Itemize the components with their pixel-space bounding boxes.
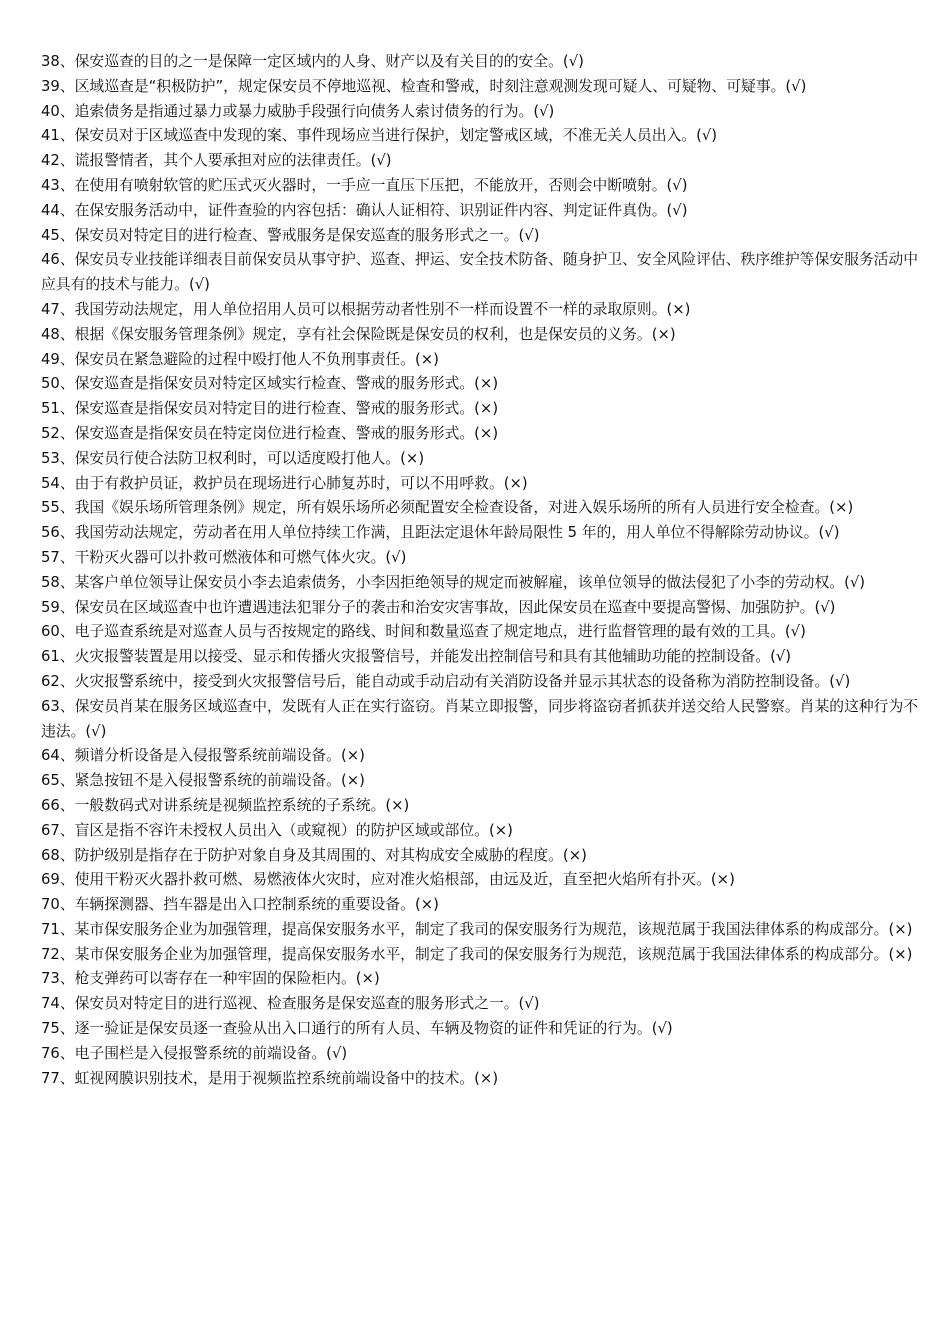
question-67: 67、盲区是指不容许未授权人员出入（或窥视）的防护区域或部位。(×) bbox=[41, 821, 513, 839]
question-50: 50、保安巡查是指保安员对特定区域实行检查、警戒的服务形式。(×) bbox=[41, 375, 499, 393]
question-66: 66、一般数码式对讲系统是视频监控系统的子系统。(×) bbox=[41, 796, 410, 814]
question-60: 60、电子巡查系统是对巡查人员与否按规定的路线、时间和数量巡查了规定地点，进行监督管理的最有效的工具。(√) bbox=[41, 623, 806, 641]
question-41: 41、保安员对于区域巡查中发现的案、事件现场应当进行保护，划定警戒区域，不准无关人员出入。(√) bbox=[41, 127, 718, 145]
question-58: 58、某客户单位领导让保安员小李去追索债务，小李因拒绝领导的规定而被解雇，该单位领导的做法侵犯了小李的劳动权。(√) bbox=[41, 573, 866, 591]
question-62: 62、火灾报警系统中，接受到火灾报警信号后，能自动或手动启动有关消防设备并显示其状态的设备称为消防控制设备。(√) bbox=[41, 672, 851, 690]
question-61: 61、火灾报警装置是用以接受、显示和传播火灾报警信号，并能发出控制信号和具有其他辅助功能的控制设备。(√) bbox=[41, 648, 792, 666]
question-57: 57、干粉灭火器可以扑救可燃液体和可燃气体火灾。(√) bbox=[41, 548, 407, 566]
question-38: 38、保安巡查的目的之一是保障一定区域内的人身、财产以及有关目的的安全。(√) bbox=[41, 53, 584, 70]
question-74: 74、保安员对特定目的进行巡视、检查服务是保安巡查的服务形式之一。(√) bbox=[41, 995, 540, 1013]
question-75: 75、逐一验证是保安员逐一查验从出入口通行的所有人员、车辆及物资的证件和凭证的行为。(√) bbox=[41, 1020, 673, 1038]
question-68: 68、防护级别是指存在于防护对象自身及其周围的、对其构成安全威胁的程度。(×) bbox=[41, 846, 587, 864]
question-48: 48、根据《保安服务管理条例》规定，享有社会保险既是保安员的权利，也是保安员的义务。(×) bbox=[41, 325, 676, 343]
question-46: 46、保安员专业技能详细表目前保安员从事守护、巡查、押运、安全技术防备、随身护卫、安全风险评估、秩序维护等保安服务活动中应具有的技术与能力。(√) bbox=[41, 251, 919, 294]
question-44: 44、在保安服务活动中，证件查验的内容包括：确认人证相符、识别证件内容、判定证件真伪。(√) bbox=[41, 201, 688, 219]
question-53: 53、保安员行使合法防卫权利时，可以适度殴打他人。(×) bbox=[41, 449, 425, 467]
question-47: 47、我国劳动法规定，用人单位招用人员可以根据劳动者性别不一样而设置不一样的录取原则。(×) bbox=[41, 300, 691, 318]
question-45: 45、保安员对特定目的进行检查、警戒服务是保安巡查的服务形式之一。(√) bbox=[41, 226, 540, 244]
question-64: 64、频谱分析设备是入侵报警系统前端设备。(×) bbox=[41, 747, 365, 765]
question-65: 65、紧急按钮不是入侵报警系统的前端设备。(×) bbox=[41, 772, 365, 790]
question-73: 73、枪支弹药可以寄存在一种牢固的保险柜内。(×) bbox=[41, 970, 380, 988]
question-69: 69、使用干粉灭火器扑救可燃、易燃液体火灾时，应对准火焰根部，由远及近，直至把火焰所有扑灭。(×) bbox=[41, 871, 735, 889]
question-55: 55、我国《娱乐场所管理条例》规定，所有娱乐场所必须配置安全检查设备，对进入娱乐场所的所有人员进行安全检查。(×) bbox=[41, 499, 854, 517]
question-76: 76、电子围栏是入侵报警系统的前端设备。(√) bbox=[41, 1044, 348, 1062]
question-51: 51、保安巡查是指保安员对特定目的进行检查、警戒的服务形式。(×) bbox=[41, 400, 499, 418]
question-63: 63、保安员肖某在服务区域巡查中，发既有人正在实行盗窃。肖某立即报警，同步将盗窃者抓获并送交给人民警察。肖某的这种行为不违法。(√) bbox=[41, 697, 919, 740]
question-42: 42、谎报警情者，其个人要承担对应的法律责任。(√) bbox=[41, 152, 392, 170]
question-49: 49、保安员在紧急避险的过程中殴打他人不负刑事责任。(×) bbox=[41, 350, 439, 368]
question-43: 43、在使用有喷射软管的贮压式灭火器时，一手应一直压下压把，不能放开，否则会中断喷射。(√) bbox=[41, 176, 688, 194]
question-40: 40、追索债务是指通过暴力或暴力威胁手段强行向债务人索讨债务的行为。(√) bbox=[41, 102, 555, 120]
question-54: 54、由于有救护员证，救护员在现场进行心肺复苏时，可以不用呼救。(×) bbox=[41, 474, 528, 492]
question-77: 77、虹视网膜识别技术，是用于视频监控系统前端设备中的技术。(×) bbox=[41, 1069, 499, 1087]
question-70: 70、车辆探测器、挡车器是出入口控制系统的重要设备。(×) bbox=[41, 896, 439, 914]
question-71: 71、某市保安服务企业为加强管理，提高保安服务水平，制定了我司的保安服务行为规范，该规范属于我国法律体系的构成部分。(×) bbox=[41, 920, 913, 938]
question-72: 72、某市保安服务企业为加强管理，提高保安服务水平，制定了我司的保安服务行为规范，该规范属于我国法律体系的构成部分。(×) bbox=[41, 945, 913, 963]
question-56: 56、我国劳动法规定，劳动者在用人单位持续工作满，且距法定退休年龄局限性 5 年的，用人单位不得解除劳动协议。(√) bbox=[41, 524, 840, 542]
question-52: 52、保安巡查是指保安员在特定岗位进行检查、警戒的服务形式。(×) bbox=[41, 424, 499, 442]
question-59: 59、保安员在区域巡查中也许遭遇违法犯罪分子的袭击和治安灾害事故，因此保安员在巡查中要提高警惕、加强防护。(√) bbox=[41, 598, 836, 616]
document-page bbox=[41, 50, 921, 1091]
question-39: 39、区域巡查是“积极防护”，规定保安员不停地巡视、检查和警戒，时刻注意观测发现可疑人、可疑物、可疑事。(√) bbox=[41, 77, 807, 95]
